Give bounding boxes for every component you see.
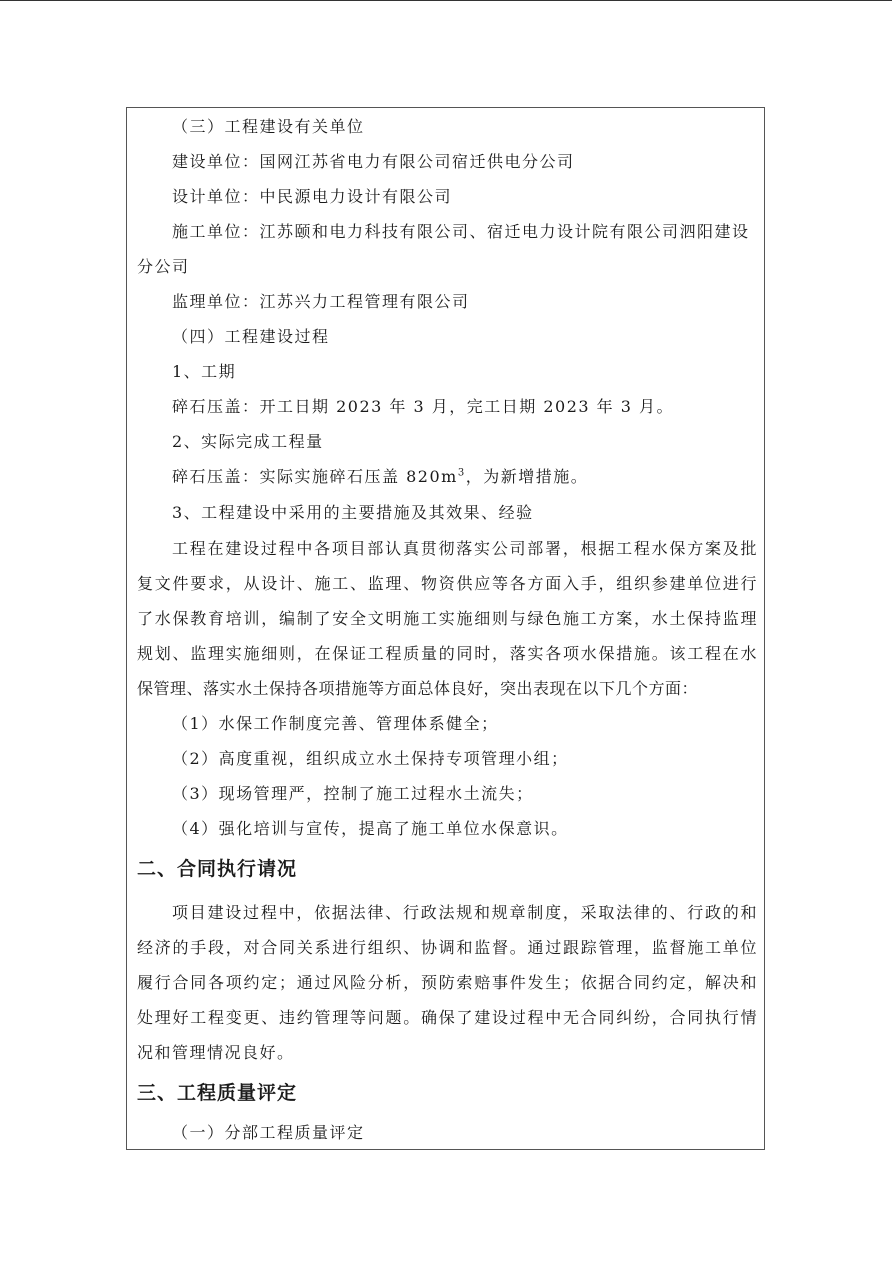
measure-point: （2）高度重视，组织成立水土保持专项管理小组；: [172, 749, 569, 768]
quantity-unit-sup: 3: [457, 467, 466, 479]
contract-heading: 二、合同执行请况: [137, 858, 298, 880]
contract-para-line: 况和管理情况良好。: [137, 1043, 295, 1062]
units-heading: （三）工程建设有关单位: [172, 117, 365, 136]
process-heading: （四）工程建设过程: [172, 327, 330, 346]
construction-unit: 建设单位：国网江苏省电力有限公司宿迁供电分公司: [172, 152, 575, 171]
measures-para-line: 了水保教育培训，编制了安全文明施工实施细则与绿色施工方案，水土保持监理: [137, 609, 757, 628]
design-unit: 设计单位：中民源电力设计有限公司: [172, 187, 453, 206]
quantity-title: 2、实际完成工程量: [172, 432, 324, 451]
quality-subheading: （一）分部工程质量评定: [172, 1123, 365, 1142]
measure-point: （1）水保工作制度完善、管理体系健全；: [172, 714, 499, 733]
measures-para-line: 保管理、落实水土保持各项措施等方面总体良好，突出表现在以下几个方面：: [137, 679, 699, 698]
measure-point: （3）现场管理严，控制了施工过程水土流失；: [172, 784, 534, 803]
supervision-unit: 监理单位：江苏兴力工程管理有限公司: [172, 292, 470, 311]
measures-title: 3、工程建设中采用的主要措施及其效果、经验: [172, 503, 534, 522]
builder-unit-line1: 施工单位：江苏颐和电力科技有限公司、宿迁电力设计院有限公司泗阳建设: [172, 222, 750, 241]
measures-para-line: 复文件要求，从设计、施工、监理、物资供应等各方面入手，组织参建单位进行: [137, 574, 757, 593]
page-top-rule: [0, 0, 892, 1]
contract-para-line: 履行合同各项约定；通过风险分析，预防索赔事件发生；依据合同约定，解决和: [137, 973, 757, 992]
contract-para-line: 经济的手段，对合同关系进行组织、协调和监督。通过跟踪管理，监督施工单位: [137, 938, 757, 957]
contract-para-line: 处理好工程变更、违约管理等问题。确保了建设过程中无合同纠纷，合同执行情: [137, 1008, 757, 1027]
quality-heading: 三、工程质量评定: [137, 1082, 298, 1104]
schedule-title: 1、工期: [172, 362, 237, 381]
builder-unit-line2: 分公司: [137, 257, 190, 276]
measure-point: （4）强化培训与宣传，提高了施工单位水保意识。: [172, 819, 569, 838]
measures-para-line: 工程在建设过程中各项目部认真贯彻落实公司部署，根据工程水保方案及批: [172, 539, 757, 558]
schedule-text: 碎石压盖：开工日期 2023 年 3 月，完工日期 2023 年 3 月。: [172, 397, 674, 416]
quantity-text-tail: ，为新增措施。: [465, 467, 589, 486]
quantity-text-main: 碎石压盖：实际实施碎石压盖 820m: [172, 467, 458, 486]
quantity-text: [172, 467, 588, 487]
measures-para-line: 规划、监理实施细则，在保证工程质量的同时，落实各项水保措施。该工程在水: [137, 644, 757, 663]
contract-para-line: 项目建设过程中，依据法律、行政法规和规章制度，采取法律的、行政的和: [172, 903, 757, 922]
